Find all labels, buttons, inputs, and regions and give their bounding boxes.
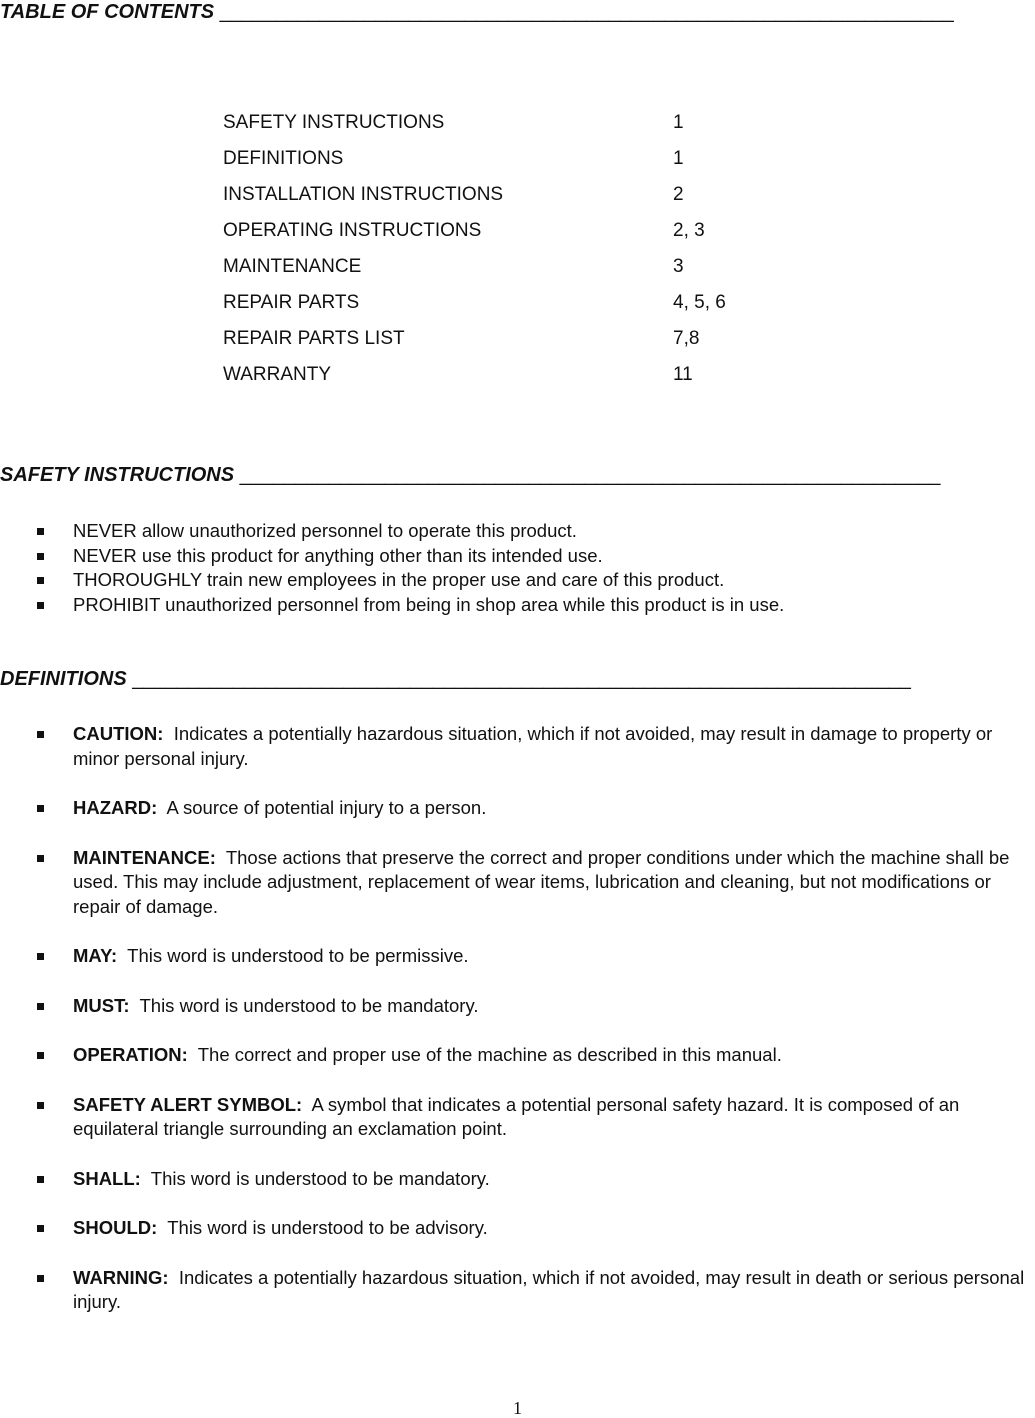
safety-item-text: PROHIBIT unauthorized personnel from being in shop area while this product is in use. [73,593,785,615]
page-number: 1 [513,1398,522,1418]
toc-entry-page: 4, 5, 6 [673,292,726,313]
definition-term: MUST: [73,994,130,1016]
definition-text: Indicates a potentially hazardous situation, which if not avoided, may result in damage to property or minor personal injury. [73,723,993,769]
definition-item [0,1216,1035,1241]
square-bullet-icon [37,602,44,609]
toc-entry-page: 11 [673,364,693,385]
definition-text: Indicates a potentially hazardous situation, which if not avoided, may result in death or serious personal injury. [73,1266,1025,1312]
toc-entry-title: REPAIR PARTS LIST [223,328,405,349]
toc-list [223,110,783,398]
definition-item [0,944,1035,969]
square-bullet-icon [37,1003,44,1010]
square-bullet-icon [37,805,44,812]
definition-term: SHOULD: [73,1217,158,1238]
definitions-heading-text: DEFINITIONS [0,668,127,690]
toc-entry [223,326,783,362]
safety-item-text: THOROUGHLY train new employees in the proper use and care of this product. [73,569,725,590]
square-bullet-icon [37,731,44,738]
safety-item [0,568,1035,593]
definition-item [0,1043,1035,1068]
definition-item [0,1266,1035,1315]
toc-entry-page: 1 [673,148,684,169]
toc-heading-rule: __________________________________________________________________ [219,1,954,23]
definitions-heading-rule: ______________________________________________________________________ [132,668,911,690]
square-bullet-icon [37,528,44,535]
square-bullet-icon [37,953,44,960]
definition-text: This word is understood to be advisory. [167,1217,488,1238]
definition-text: This word is understood to be permissive. [127,945,469,966]
toc-entry [223,182,783,218]
definition-term: CAUTION: [73,723,164,744]
square-bullet-icon [37,1225,44,1232]
definition-text: A symbol that indicates a potential personal safety hazard. It is composed of an equilateral triangle surrounding an exclamation point. [73,1093,960,1139]
toc-entry-title: WARRANTY [223,364,332,385]
definition-text: This word is understood to be mandatory. [139,994,479,1016]
definition-term: SHALL: [73,1167,141,1189]
toc-entry-page: 2, 3 [673,220,705,241]
toc-entry-title: SAFETY INSTRUCTIONS [223,112,445,133]
definition-term: HAZARD: [73,797,158,818]
definition-term: MAY: [73,945,118,966]
definition-text: This word is understood to be mandatory. [150,1167,490,1189]
toc-entry-title: REPAIR PARTS [223,292,360,313]
square-bullet-icon [37,1275,44,1282]
square-bullet-icon [37,1176,44,1183]
definition-term: OPERATION: [73,1044,188,1065]
toc-entry-page: 7,8 [673,328,700,349]
toc-entry-title: INSTALLATION INSTRUCTIONS [223,184,504,205]
toc-entry-page: 3 [673,256,684,277]
safety-heading-rule: _______________________________________________________________ [239,464,941,486]
toc-heading-text: TABLE OF CONTENTS [0,1,215,23]
toc-entry [223,110,783,146]
safety-list [0,519,1035,617]
square-bullet-icon [37,1102,44,1109]
definition-text: Those actions that preserve the correct and proper conditions under which the machine shall be used. This may include adjustment, replacement of wear items, lubrication and cleaning, but not modifications or repair of damage. [73,846,1010,917]
toc-entry-page: 1 [673,112,684,133]
square-bullet-icon [37,1052,44,1059]
safety-item-text: NEVER use this product for anything other than its intended use. [73,544,603,566]
definition-term: MAINTENANCE: [73,846,216,868]
definition-item [0,722,1035,771]
square-bullet-icon [37,855,44,862]
toc-entry-page: 2 [673,184,684,205]
toc-entry-title: MAINTENANCE [223,256,362,277]
square-bullet-icon [37,553,44,560]
definitions-list [0,722,1035,1340]
safety-item [0,593,1035,618]
toc-entry-title: OPERATING INSTRUCTIONS [223,220,482,241]
definition-item [0,1167,1035,1192]
definition-item [0,846,1035,920]
toc-heading [0,0,954,24]
definitions-heading [0,667,911,691]
definition-item [0,994,1035,1019]
safety-heading-text: SAFETY INSTRUCTIONS [0,464,235,486]
definition-term: WARNING: [73,1266,169,1288]
toc-entry [223,218,783,254]
toc-entry [223,290,783,326]
definition-text: A source of potential injury to a person. [166,797,487,818]
square-bullet-icon [37,577,44,584]
safety-item [0,544,1035,569]
toc-entry [223,146,783,182]
safety-item-text: NEVER allow unauthorized personnel to operate this product. [73,520,577,541]
definition-item [0,1093,1035,1142]
definition-term: SAFETY ALERT SYMBOL: [73,1093,303,1115]
toc-entry [223,254,783,290]
definition-text: The correct and proper use of the machine as described in this manual. [197,1044,782,1065]
safety-item [0,519,1035,544]
toc-entry [223,362,783,398]
toc-entry-title: DEFINITIONS [223,148,344,169]
definition-item [0,796,1035,821]
safety-heading [0,463,940,487]
